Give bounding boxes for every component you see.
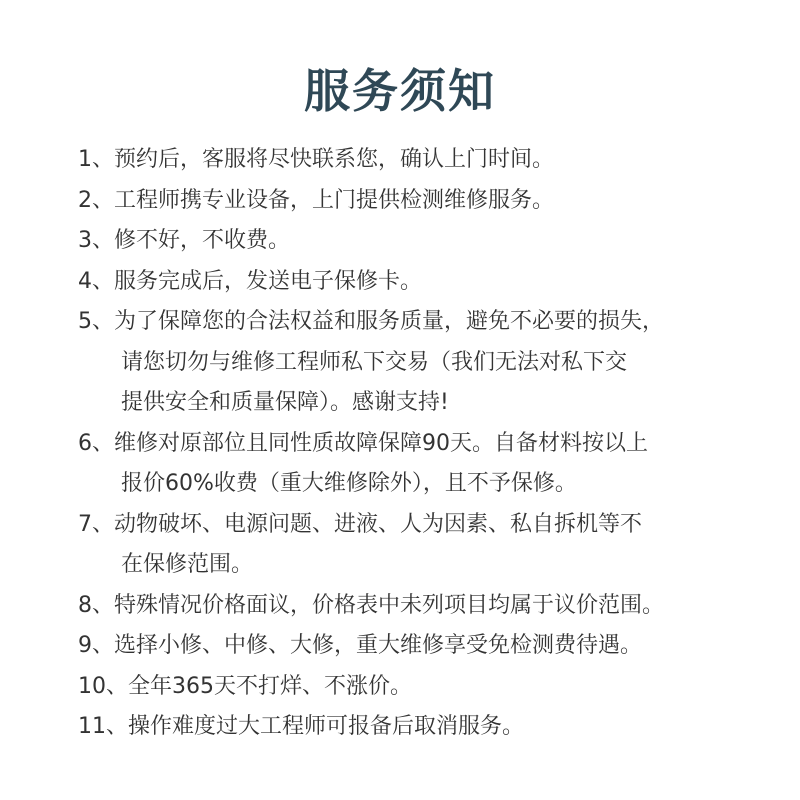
notice-item-5: 5、为了保障您的合法权益和服务质量，避免不必要的损失， — [78, 309, 664, 334]
notice-list — [78, 140, 778, 748]
notice-item-1: 1、预约后，客服将尽快联系您，确认上门时间。 — [78, 147, 554, 172]
notice-item-5-continued: 提供安全和质量保障）。感谢支持! — [121, 390, 449, 415]
notice-item-2: 2、工程师携专业设备，上门提供检测维修服务。 — [78, 187, 554, 213]
notice-item-6-continued: 报价60%收费（重大维修除外），且不予保修。 — [121, 471, 577, 496]
notice-item-11: 11、操作难度过大工程师可报备后取消服务。 — [78, 714, 524, 739]
notice-item-4: 4、服务完成后，发送电子保修卡。 — [78, 268, 422, 294]
notice-item-7-continued: 在保修范围。 — [121, 552, 254, 577]
notice-item-7: 7、动物破坏、电源问题、进液、人为因素、私自拆机等不 — [78, 511, 642, 537]
notice-item-3: 3、修不好，不收费。 — [78, 228, 290, 253]
notice-item-8: 8、特殊情况价格面议，价格表中未列项目均属于议价范围。 — [78, 592, 664, 618]
notice-item-9: 9、选择小修、中修、大修，重大维修享受免检测费待遇。 — [78, 633, 642, 658]
notice-item-5-continued: 请您切勿与维修工程师私下交易（我们无法对私下交 — [121, 349, 628, 375]
notice-item-6: 6、维修对原部位且同性质故障保障90天。自备材料按以上 — [78, 430, 648, 456]
page-title: 服务须知 — [304, 64, 496, 118]
notice-item-10: 10、全年365天不打烊、不涨价。 — [78, 673, 412, 699]
